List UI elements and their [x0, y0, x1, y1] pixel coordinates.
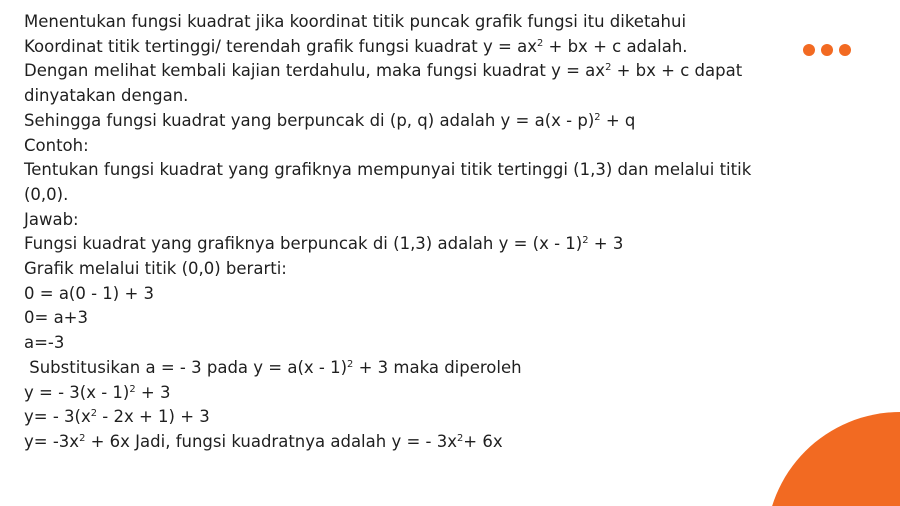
text-segment: (0,0).	[24, 184, 69, 204]
text-segment: Koordinat titik tertinggi/ terendah grafik fungsi kuadrat y = ax	[24, 36, 537, 56]
text-segment: Tentukan fungsi kuadrat yang grafiknya mempunyai titik tertinggi (1,3) dan melalui titik	[24, 160, 752, 180]
text-segment: + 6x Jadi, fungsi kuadratnya adalah y = - 3x	[85, 431, 457, 451]
text-segment: + q	[600, 110, 636, 130]
text-line	[24, 134, 824, 159]
text-line	[24, 282, 824, 307]
dot-icon	[821, 44, 833, 56]
text-segment: - 2x + 1) + 3	[97, 407, 210, 427]
text-line	[24, 306, 824, 331]
superscript: 2	[79, 433, 86, 445]
text-line	[24, 183, 824, 208]
text-segment: y= - 3(x	[24, 407, 91, 427]
text-segment: 0= a+3	[24, 308, 89, 328]
text-line	[24, 84, 824, 109]
text-line	[24, 208, 824, 233]
text-segment: + bx + c dapat	[611, 61, 743, 81]
text-line	[24, 232, 824, 257]
text-segment: y= -3x	[24, 431, 80, 451]
superscript: 2	[536, 37, 544, 49]
superscript: 2	[347, 358, 354, 370]
text-line	[24, 430, 824, 455]
superscript: 2	[457, 433, 464, 445]
superscript: 2	[129, 383, 136, 395]
text-line	[24, 356, 824, 381]
text-segment: 0 = a(0 - 1) + 3	[24, 283, 155, 303]
text-segment: Dengan melihat kembali kajian terdahulu, maka fungsi kuadrat y = ax	[24, 61, 606, 81]
text-line	[24, 158, 824, 183]
text-segment: + 3 maka diperoleh	[353, 357, 522, 377]
text-line	[24, 257, 824, 282]
text-line	[24, 405, 824, 430]
dot-icon	[803, 44, 815, 56]
text-line	[24, 59, 824, 84]
text-segment: Jawab:	[24, 209, 79, 229]
superscript: 2	[605, 62, 612, 74]
text-line	[24, 10, 824, 35]
text-line	[24, 381, 824, 406]
slide-body-text	[24, 10, 824, 455]
text-segment: Menentukan fungsi kuadrat jika koordinat titik puncak grafik fungsi itu diketahui	[24, 12, 687, 31]
text-segment: + 3	[588, 234, 624, 254]
decorative-dots	[803, 44, 851, 56]
text-segment: + 6x	[463, 431, 503, 451]
text-segment: Contoh:	[24, 135, 89, 155]
text-segment: Grafik melalui titik (0,0) berarti:	[24, 259, 287, 279]
text-segment: + 3	[135, 382, 171, 402]
text-segment: y = - 3(x - 1)	[24, 382, 130, 402]
dot-icon	[839, 44, 851, 56]
text-line	[24, 109, 824, 134]
text-segment: Fungsi kuadrat yang grafiknya berpuncak di (1,3) adalah y = (x - 1)	[24, 234, 583, 254]
superscript: 2	[90, 408, 98, 420]
text-segment: dinyatakan dengan.	[24, 86, 189, 106]
superscript: 2	[582, 235, 589, 247]
text-segment: Substitusikan a = - 3 pada y = a(x - 1)	[24, 357, 348, 377]
text-line	[24, 35, 824, 60]
text-line	[24, 331, 824, 356]
text-segment: Sehingga fungsi kuadrat yang berpuncak di (p, q) adalah y = a(x - p)	[24, 110, 595, 130]
text-segment: a=-3	[24, 333, 65, 353]
text-segment: + bx + c adalah.	[543, 36, 688, 56]
superscript: 2	[594, 111, 601, 123]
